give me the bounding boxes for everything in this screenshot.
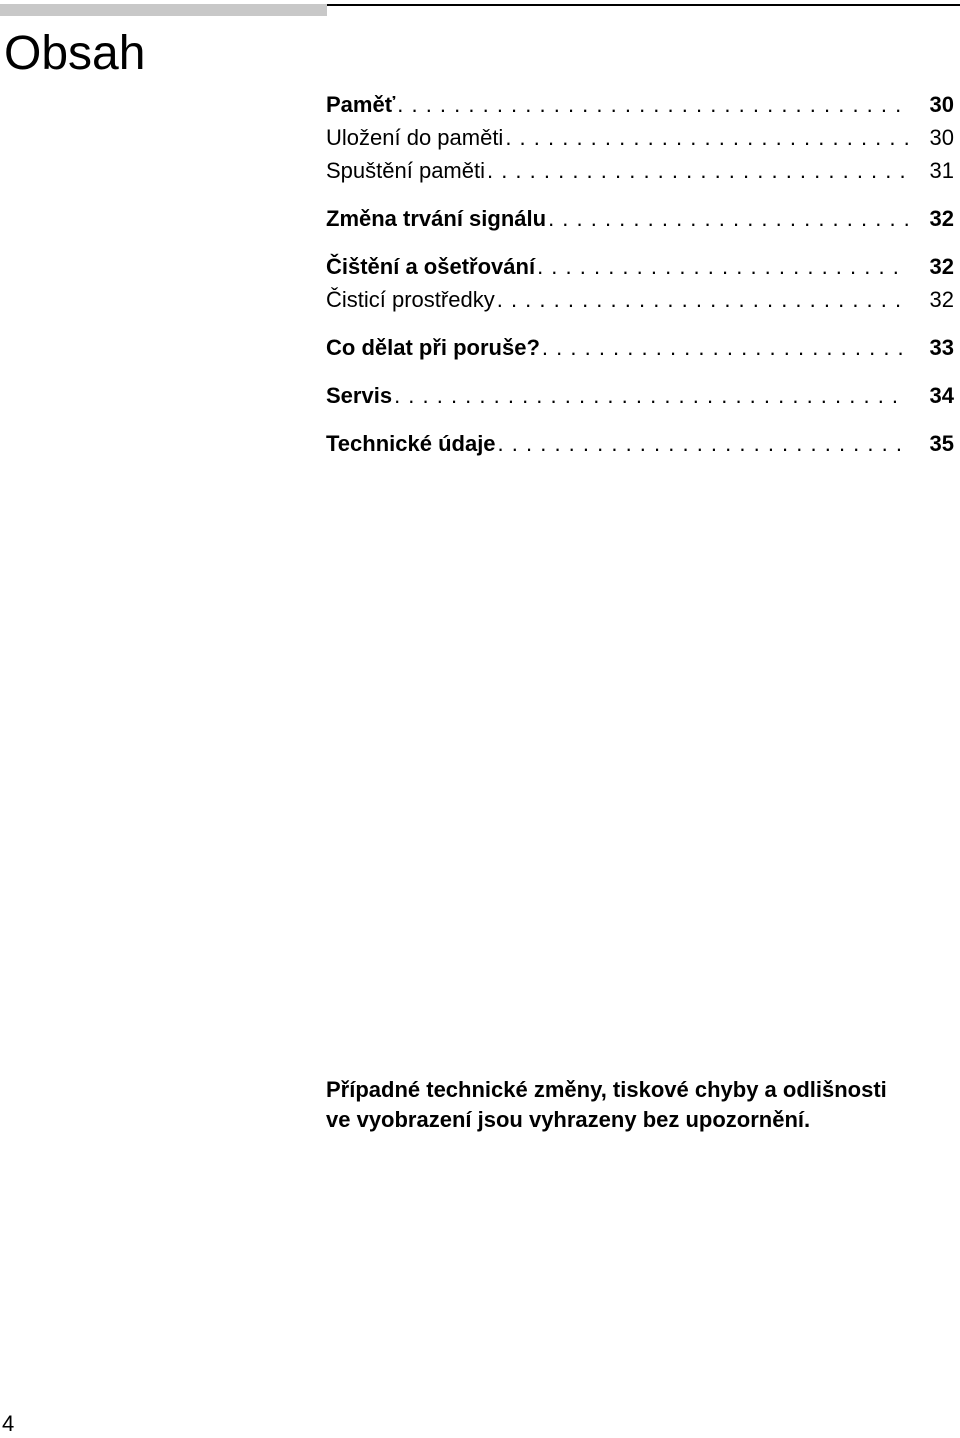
toc-entry-page-number: 32 (914, 283, 954, 316)
toc-entry-page-number: 32 (914, 202, 954, 235)
toc-entry-page-number: 35 (914, 427, 954, 460)
header-rule-gray (0, 4, 327, 16)
toc-entry[interactable] (326, 202, 954, 235)
toc-entry-page-number: 30 (914, 88, 954, 121)
toc-entry[interactable] (326, 154, 954, 187)
toc-entry-leader (326, 88, 908, 121)
toc-entry[interactable] (326, 88, 954, 121)
disclaimer-line-2: ve vyobrazení jsou vyhrazeny bez upozornění. (326, 1107, 811, 1132)
toc-group (326, 379, 954, 412)
toc-entry-page-number: 32 (914, 250, 954, 283)
toc-entry[interactable] (326, 331, 954, 364)
toc-entry[interactable] (326, 250, 954, 283)
toc-group (326, 88, 954, 187)
toc-entry-label: Uložení do paměti (326, 125, 504, 150)
toc-entry-label: Technické údaje (326, 431, 496, 456)
toc-group (326, 250, 954, 316)
toc-entry-page-number: 30 (914, 121, 954, 154)
toc-entry-page-number: 31 (914, 154, 954, 187)
disclaimer-line-1: Případné technické změny, tiskové chyby a odlišnosti (326, 1077, 887, 1102)
toc-entry-label: Čištění a ošetřování (326, 254, 536, 279)
toc-entry-label: Spuštění paměti (326, 158, 485, 183)
page-number: 4 (2, 1411, 15, 1436)
toc-group (326, 427, 954, 460)
toc-entry-label: Servis (326, 383, 393, 408)
toc-entry-leader (326, 202, 908, 235)
disclaimer (326, 1075, 956, 1135)
toc-entry-leader (326, 379, 908, 412)
toc-entry[interactable] (326, 427, 954, 460)
toc-entry[interactable] (326, 379, 954, 412)
toc-entry-leader (326, 121, 908, 154)
toc-group (326, 331, 954, 364)
toc-entry-leader (326, 250, 908, 283)
table-of-contents (326, 88, 954, 475)
toc-entry-page-number: 34 (914, 379, 954, 412)
toc-entry-label: Paměť (326, 92, 396, 117)
toc-entry[interactable] (326, 283, 954, 316)
toc-entry[interactable] (326, 121, 954, 154)
toc-entry-label: Co dělat při poruše? (326, 335, 540, 360)
toc-entry-leader (326, 283, 908, 316)
header-rule-black (327, 4, 960, 6)
toc-entry-page-number: 33 (914, 331, 954, 364)
toc-group (326, 202, 954, 235)
toc-entry-leader (326, 154, 908, 187)
toc-entry-leader (326, 427, 908, 460)
toc-entry-leader (326, 331, 908, 364)
toc-entry-label: Změna trvání signálu (326, 206, 547, 231)
page-title: Obsah (4, 27, 146, 80)
toc-entry-label: Čisticí prostředky (326, 287, 495, 312)
